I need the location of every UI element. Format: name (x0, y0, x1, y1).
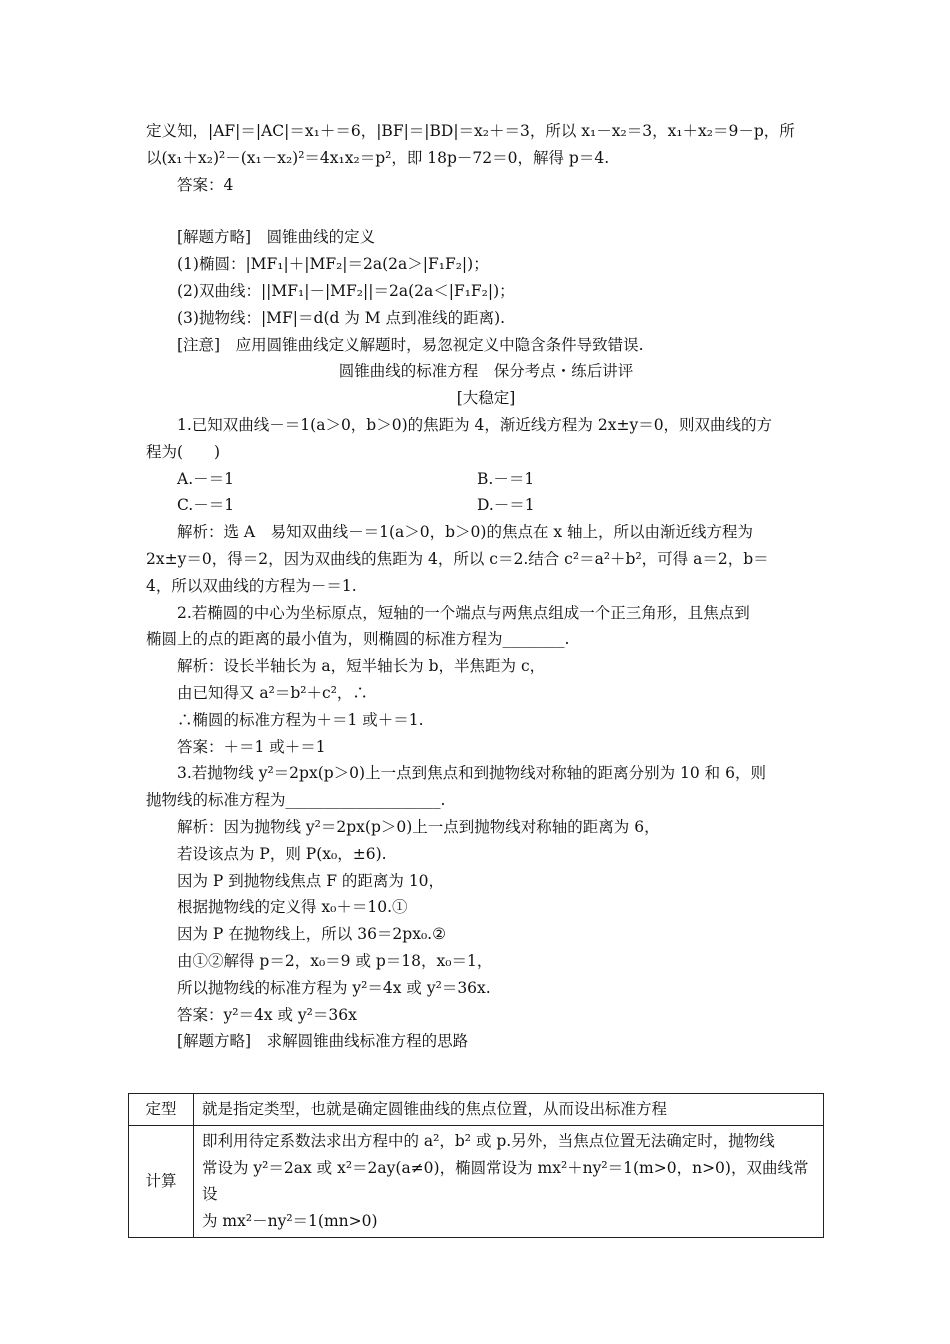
table-row (129, 1094, 824, 1126)
strategy-item: (3)抛物线：|MF|＝d(d 为 M 点到准线的距离). (177, 308, 506, 327)
table-cell-line: 即利用待定系数法求出方程中的 a²，b² 或 p.另外，当焦点位置无法确定时，抛物线 (202, 1131, 775, 1150)
option-b: B.－＝1 (477, 469, 535, 488)
strategy-item: (2)双曲线：||MF₁|－|MF₂||＝2a(2a＜|F₁F₂|)； (177, 281, 515, 300)
table-cell-line: 常设为 y²＝2ax 或 x²＝2ay(a≠0)，椭圆常设为 mx²＋ny²＝1(m>0，n>0)，双曲线常设 (202, 1158, 809, 1204)
question-3-solution: 若设该点为 P，则 P(x₀，±6). (177, 844, 387, 863)
option-d: D.－＝1 (477, 496, 535, 515)
option-c: C.－＝1 (177, 496, 235, 515)
question-1-solution: 2x±y＝0，得＝2，因为双曲线的焦距为 4，所以 c＝2.结合 c²＝a²＋b²，可得 a＝2，b＝ (146, 549, 769, 568)
question-3-solution: 根据抛物线的定义得 x₀＋＝10.① (177, 898, 408, 917)
answer-line: 答案：4 (177, 175, 234, 194)
table-cell-line: 就是指定类型，也就是确定圆锥曲线的焦点位置，从而设出标准方程 (202, 1100, 668, 1118)
question-3-solution: 因为 P 在抛物线上，所以 36＝2px₀.② (177, 925, 446, 944)
question-3-stem: 抛物线的标准方程为____________________. (146, 791, 446, 810)
table-row (129, 1125, 824, 1237)
document-page (146, 118, 826, 1055)
option-a: A.－＝1 (177, 469, 234, 488)
question-3-answer: 答案：y²＝4x 或 y²＝36x (177, 1005, 357, 1024)
question-2-answer: 答案：＋＝1 或＋＝1 (177, 737, 326, 756)
strategy-title: [解题方略] 圆锥曲线的定义 (177, 228, 376, 247)
question-2-solution: 由已知得又 a²＝b²＋c²，∴ (177, 683, 368, 702)
table-row-label: 计算 (129, 1125, 194, 1237)
question-3-stem: 3.若抛物线 y²＝2px(p＞0)上一点到焦点和到抛物线对称轴的距离分别为 10 和 6，则 (177, 764, 766, 783)
question-1-options-row (146, 466, 826, 493)
question-3-solution: 所以抛物线的标准方程为 y²＝4x 或 y²＝36x. (177, 978, 491, 997)
question-1-solution: 4，所以双曲线的方程为－＝1. (146, 576, 357, 595)
text-line: 以(x₁＋x₂)²－(x₁－x₂)²＝4x₁x₂＝p²，即 18p－72＝0，解得 p＝4. (146, 148, 610, 167)
table-row-content (194, 1094, 824, 1126)
question-1-options-row (146, 492, 826, 519)
note-line: [注意] 应用圆锥曲线定义解题时，易忽视定义中隐含条件导致错误. (177, 335, 644, 354)
table-row-content (194, 1125, 824, 1237)
section-subtitle: [大稳定] (456, 389, 516, 408)
question-2-stem: 2.若椭圆的中心为坐标原点，短轴的一个端点与两焦点组成一个正三角形，且焦点到 (177, 603, 750, 622)
question-3-solution: 解析：因为抛物线 y²＝2px(p＞0)上一点到抛物线对称轴的距离为 6， (177, 817, 660, 836)
question-2-solution: ∴椭圆的标准方程为＋＝1 或＋＝1. (177, 710, 424, 729)
question-1-stem: 程为( ) (146, 442, 221, 461)
question-3-solution: 由①②解得 p＝2，x₀＝9 或 p＝18，x₀＝1， (177, 951, 493, 970)
table-cell-line: 为 mx²－ny²＝1(mn>0) (202, 1212, 378, 1231)
question-1-stem: 1.已知双曲线－＝1(a＞0，b＞0)的焦距为 4，渐近线方程为 2x±y＝0，则双曲线的方 (177, 415, 773, 434)
question-2-solution: 解析：设长半轴长为 a，短半轴长为 b，半焦距为 c， (177, 657, 546, 676)
strategy-item: (1)椭圆：|MF₁|＋|MF₂|＝2a(2a＞|F₁F₂|)； (177, 255, 489, 274)
text-line: 定义知，|AF|＝|AC|＝x₁＋＝6，|BF|＝|BD|＝x₂＋＝3，所以 x₁－x₂＝3，x₁＋x₂＝9－p，所 (146, 122, 795, 140)
section-title: 圆锥曲线的标准方程 保分考点・练后讲评 (338, 362, 634, 381)
table-row-label: 定型 (129, 1094, 194, 1126)
question-1-solution: 解析：选 A 易知双曲线－＝1(a＞0，b＞0)的焦点在 x 轴上，所以由渐近线方程为 (177, 523, 754, 542)
strategy-table (128, 1093, 824, 1238)
question-3-solution: 因为 P 到抛物线焦点 F 的距离为 10， (177, 871, 445, 890)
strategy-2-title: [解题方略] 求解圆锥曲线标准方程的思路 (177, 1032, 469, 1051)
question-2-stem: 椭圆上的点的距离的最小值为，则椭圆的标准方程为________. (146, 630, 570, 649)
